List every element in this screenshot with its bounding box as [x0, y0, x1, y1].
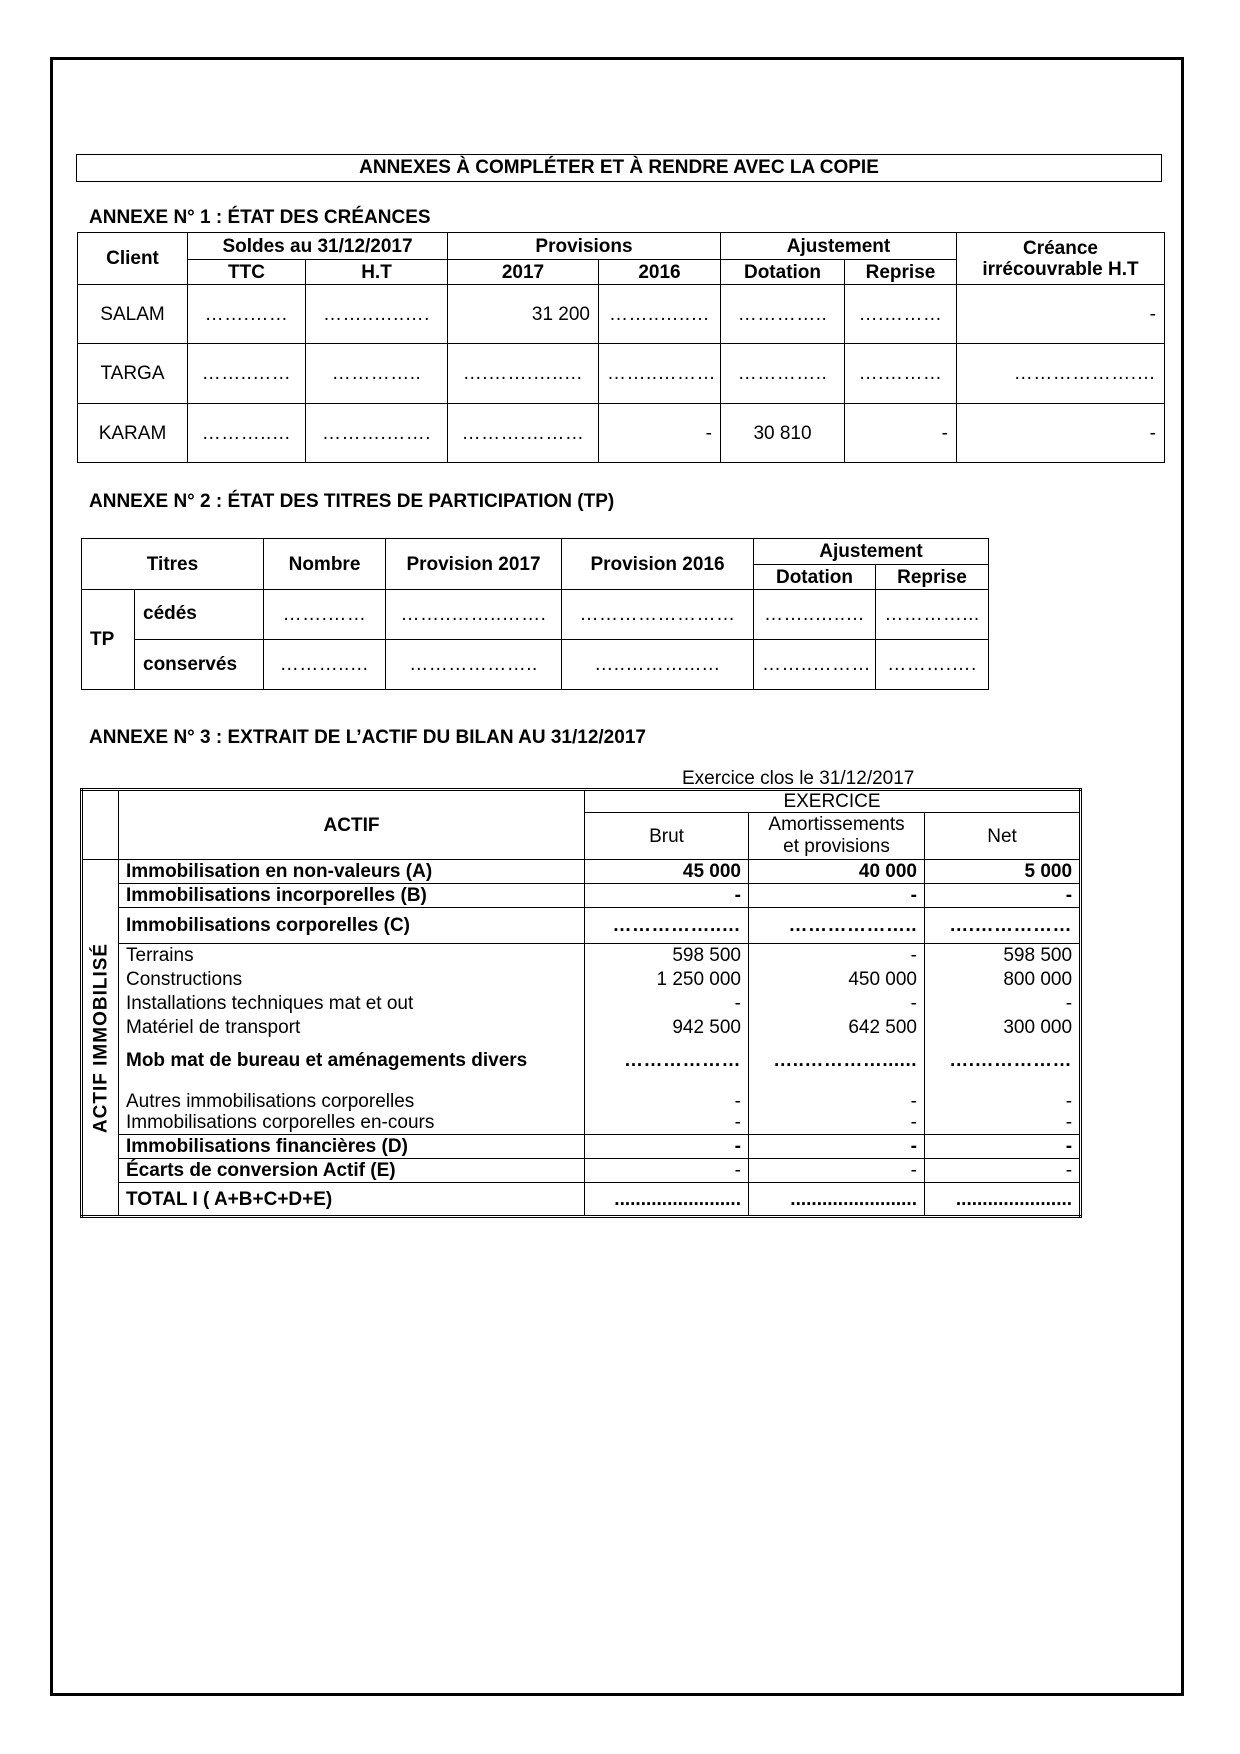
header-creance-line2: irrécouvrable H.T — [982, 258, 1139, 280]
cell-brut: - — [585, 1082, 749, 1112]
cell-prov2017: ……………….. — [386, 640, 562, 690]
cell-brut: - — [585, 1135, 749, 1159]
cell-amort: - — [749, 992, 925, 1016]
cell-net: 800 000 — [925, 968, 1081, 992]
table-row — [82, 1135, 1081, 1159]
cell-p2016: - — [599, 404, 721, 463]
header-ajustement: Ajustement — [754, 539, 989, 565]
creances-table — [77, 232, 1165, 463]
cell-reprise: ….……… — [845, 285, 957, 344]
cell-brut: ……………..… — [585, 908, 749, 944]
cell-ht: ……..…..…. — [306, 285, 448, 344]
table-row — [82, 944, 1081, 968]
cell-net: 5 000 — [925, 860, 1081, 884]
header-dotation: Dotation — [754, 565, 876, 590]
cell-amort: - — [749, 1159, 925, 1183]
cell-ttc: ……..…… — [188, 344, 306, 404]
cell-prov2016: …………………… — [562, 590, 754, 640]
cell-amort: ........................ — [749, 1183, 925, 1217]
row-label: cédés — [135, 590, 264, 640]
exercice-caption: Exercice clos le 31/12/2017 — [682, 768, 915, 789]
cell-p2017: ……….……… — [448, 404, 599, 463]
header-titres: Titres — [82, 539, 264, 590]
header-provisions: Provisions — [448, 233, 721, 260]
cell-brut: - — [585, 992, 749, 1016]
cell-dotation: ……..……… — [754, 640, 876, 690]
row-label: Constructions — [119, 968, 585, 992]
row-label: Autres immobilisations corporelles — [119, 1082, 585, 1112]
table-row — [82, 640, 989, 690]
table-row — [82, 1183, 1081, 1217]
table-row — [78, 404, 1165, 463]
cell-ht: ……….……. — [306, 404, 448, 463]
main-title: ANNEXES À COMPLÉTER ET À RENDRE AVEC LA COPIE — [76, 154, 1162, 182]
annexe2-title: ANNEXE N° 2 : ÉTAT DES TITRES DE PARTICIPATION (TP) — [89, 491, 615, 512]
header-dotation: Dotation — [721, 260, 845, 285]
table-row — [82, 860, 1081, 884]
cell-amort: - — [749, 1082, 925, 1112]
header-p2017: 2017 — [448, 260, 599, 285]
cell-reprise: - — [845, 404, 957, 463]
cell-brut: ……………… — [585, 1040, 749, 1082]
cell-brut: 942 500 — [585, 1016, 749, 1040]
cell-reprise: ……….…. — [876, 640, 989, 690]
header-amort — [749, 813, 925, 860]
row-label: Immobilisations corporelles en-cours — [119, 1112, 585, 1135]
cell-brut: - — [585, 1159, 749, 1183]
cell-amort: ……………….. — [749, 908, 925, 944]
cell-net: 598 500 — [925, 944, 1081, 968]
row-label: Immobilisations corporelles (C) — [119, 908, 585, 944]
table-row — [82, 992, 1081, 1016]
header-brut: Brut — [585, 813, 749, 860]
row-label: Mob mat de bureau et aménagements divers — [119, 1040, 585, 1082]
header-ajustement: Ajustement — [721, 233, 957, 260]
cell-nombre: ………..… — [264, 640, 386, 690]
annexe1-title: ANNEXE N° 1 : ÉTAT DES CRÉANCES — [89, 207, 431, 228]
cell-prov2017: ……..……..……. — [386, 590, 562, 640]
cell-amort: - — [749, 944, 925, 968]
cell-net: ….…………… — [925, 908, 1081, 944]
cell-dotation: ……..…..… — [754, 590, 876, 640]
table-row — [82, 1040, 1081, 1082]
cell-reprise: …………... — [876, 590, 989, 640]
tp-label: TP — [82, 590, 135, 690]
cell-amort: - — [749, 1112, 925, 1135]
table-row — [82, 908, 1081, 944]
cell-creance: ……………….… — [957, 344, 1165, 404]
cell-amort: - — [749, 884, 925, 908]
cell-net: ...................... — [925, 1183, 1081, 1217]
cell-amort: 450 000 — [749, 968, 925, 992]
cell-client: SALAM — [78, 285, 188, 344]
cell-dotation: ………….. — [721, 344, 845, 404]
side-label: ACTIF IMMOBILISÉ — [90, 942, 111, 1133]
cell-ttc: ………..… — [188, 404, 306, 463]
header-amort-line2: et provisions — [783, 836, 890, 857]
table-row — [82, 1159, 1081, 1183]
cell-net: - — [925, 992, 1081, 1016]
table-row — [82, 1112, 1081, 1135]
titres-table — [81, 538, 989, 690]
corner-cell — [82, 790, 119, 860]
row-label: Matériel de transport — [119, 1016, 585, 1040]
table-row — [82, 968, 1081, 992]
table-row — [82, 590, 989, 640]
cell-amort: …..…………...... — [749, 1040, 925, 1082]
header-actif: ACTIF — [119, 790, 585, 860]
bilan-actif-table — [80, 788, 1082, 1218]
cell-brut: - — [585, 884, 749, 908]
cell-net: - — [925, 1112, 1081, 1135]
cell-brut: ........................ — [585, 1183, 749, 1217]
cell-amort: - — [749, 1135, 925, 1159]
header-prov2016: Provision 2016 — [562, 539, 754, 590]
row-label: Terrains — [119, 944, 585, 968]
header-ttc: TTC — [188, 260, 306, 285]
cell-net: - — [925, 1135, 1081, 1159]
row-label: Immobilisation en non-valeurs (A) — [119, 860, 585, 884]
table-row — [82, 1082, 1081, 1112]
header-amort-line1: Amortissements — [768, 814, 905, 835]
cell-ht: ………….. — [306, 344, 448, 404]
cell-nombre: …….…… — [264, 590, 386, 640]
table-row — [78, 344, 1165, 404]
cell-creance: - — [957, 404, 1165, 463]
cell-brut: 1 250 000 — [585, 968, 749, 992]
cell-ttc: …….…… — [188, 285, 306, 344]
cell-net: - — [925, 1082, 1081, 1112]
header-exercice: EXERCICE — [585, 790, 1081, 813]
cell-amort: 642 500 — [749, 1016, 925, 1040]
cell-reprise: ….……… — [845, 344, 957, 404]
table-row — [82, 884, 1081, 908]
cell-net: ….…………… — [925, 1040, 1081, 1082]
row-label: Installations techniques mat et out — [119, 992, 585, 1016]
header-reprise: Reprise — [845, 260, 957, 285]
cell-dotation: 30 810 — [721, 404, 845, 463]
header-creance — [957, 233, 1165, 285]
cell-p2017: 31 200 — [448, 285, 599, 344]
cell-amort: 40 000 — [749, 860, 925, 884]
cell-creance: - — [957, 285, 1165, 344]
cell-prov2016: …..………...… — [562, 640, 754, 690]
cell-p2016: ……..…..… — [599, 285, 721, 344]
cell-p2016: ……..……… — [599, 344, 721, 404]
header-client: Client — [78, 233, 188, 285]
cell-brut: - — [585, 1112, 749, 1135]
header-p2016: 2016 — [599, 260, 721, 285]
side-label-cell — [82, 860, 119, 1217]
header-net: Net — [925, 813, 1081, 860]
header-ht: H.T — [306, 260, 448, 285]
cell-p2017: ….…….…..… — [448, 344, 599, 404]
row-label: TOTAL I ( A+B+C+D+E) — [119, 1183, 585, 1217]
row-label: Immobilisations incorporelles (B) — [119, 884, 585, 908]
cell-net: - — [925, 1159, 1081, 1183]
row-label: Immobilisations financières (D) — [119, 1135, 585, 1159]
table-row — [82, 1016, 1081, 1040]
cell-brut: 45 000 — [585, 860, 749, 884]
cell-net: - — [925, 884, 1081, 908]
cell-client: TARGA — [78, 344, 188, 404]
cell-client: KARAM — [78, 404, 188, 463]
row-label: conservés — [135, 640, 264, 690]
cell-brut: 598 500 — [585, 944, 749, 968]
cell-net: 300 000 — [925, 1016, 1081, 1040]
cell-dotation: ………….. — [721, 285, 845, 344]
header-prov2017: Provision 2017 — [386, 539, 562, 590]
table-row — [78, 285, 1165, 344]
row-label: Écarts de conversion Actif (E) — [119, 1159, 585, 1183]
header-nombre: Nombre — [264, 539, 386, 590]
annexe3-title: ANNEXE N° 3 : EXTRAIT DE L’ACTIF DU BILAN AU 31/12/2017 — [89, 727, 646, 748]
header-creance-line1: Créance — [1023, 237, 1098, 259]
header-reprise: Reprise — [876, 565, 989, 590]
header-soldes: Soldes au 31/12/2017 — [188, 233, 448, 260]
